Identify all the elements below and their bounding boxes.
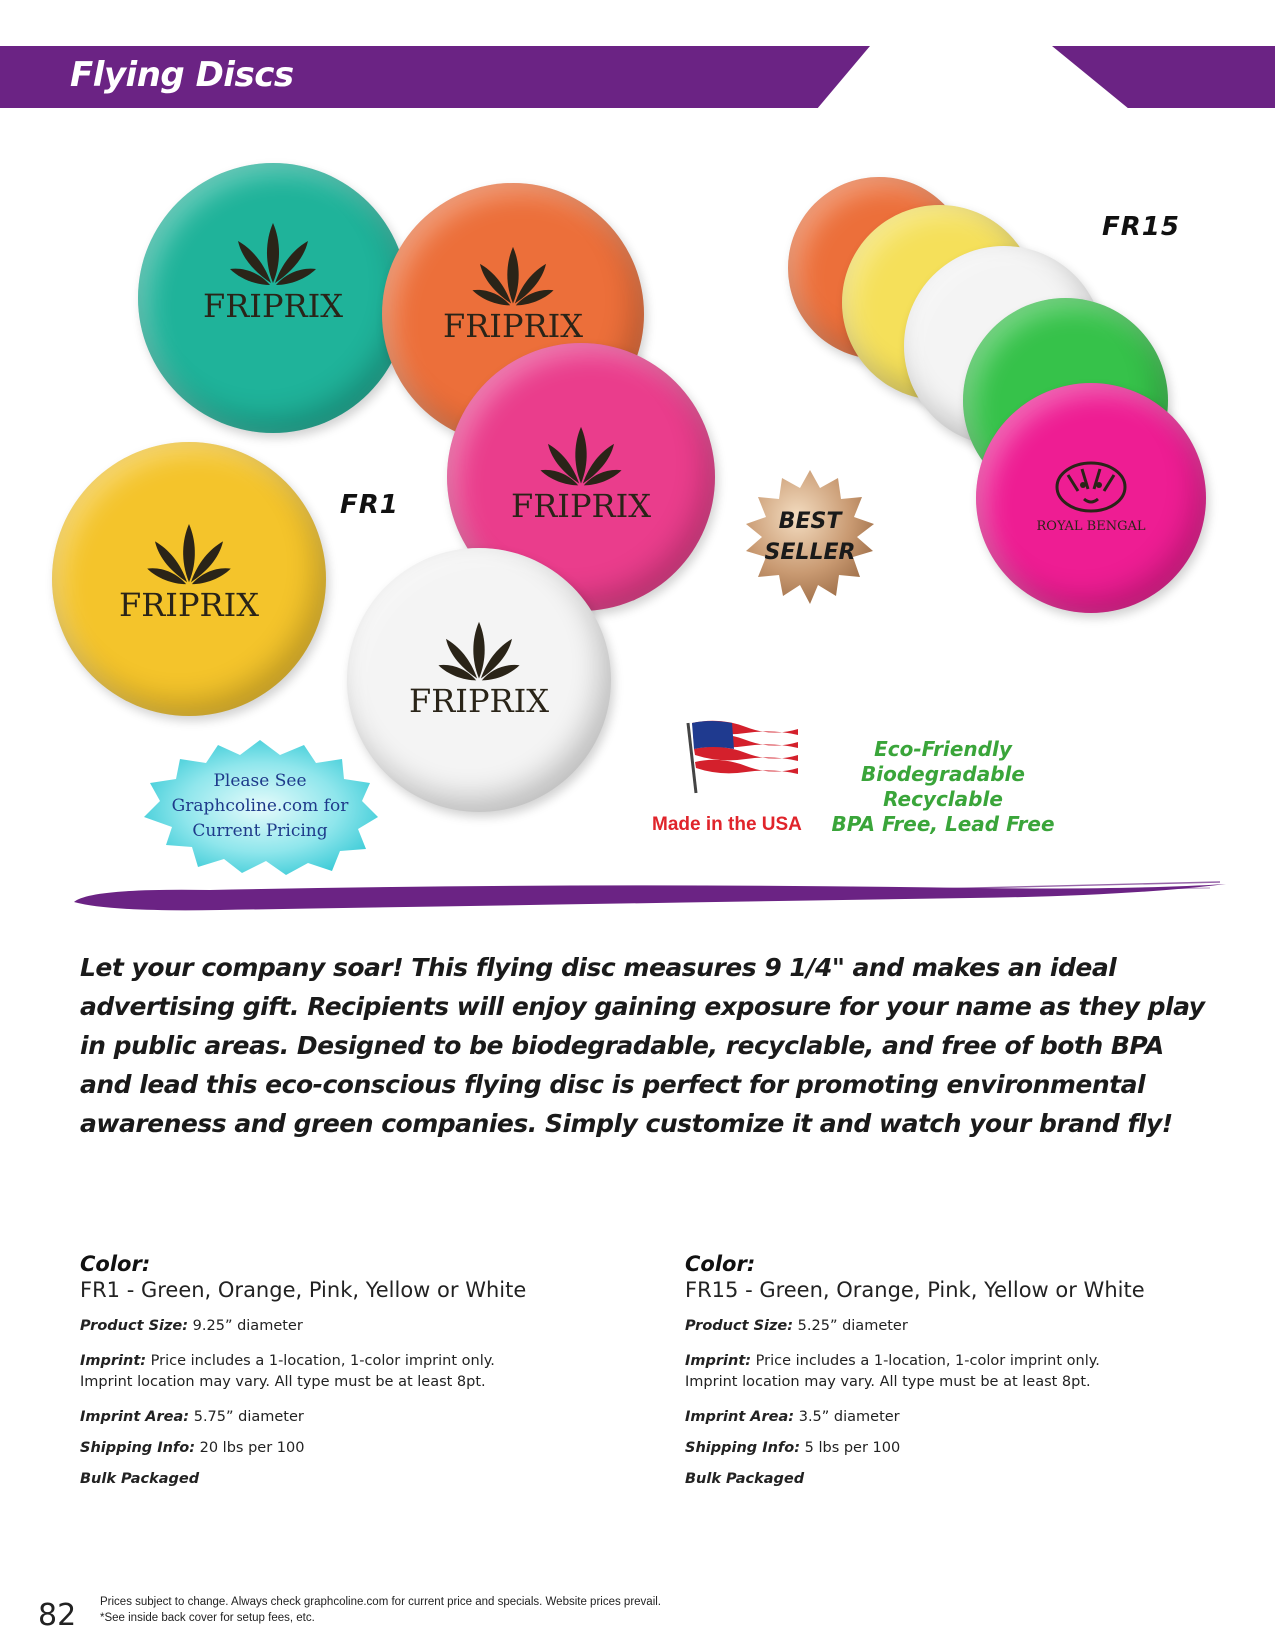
disc-yellow <box>52 442 326 716</box>
usa-flag <box>680 717 800 797</box>
imprint-area: Imprint Area: 3.5” diameter <box>685 1409 900 1425</box>
pricing-badge <box>140 737 380 877</box>
friprix-logo <box>447 425 715 525</box>
eco-line: Recyclable <box>883 787 1003 811</box>
disc-white <box>347 548 611 812</box>
pricing-line: Graphcoline.com for <box>171 796 349 816</box>
friprix-logo <box>52 522 326 624</box>
imprint-info: Imprint: Price includes a 1-location, 1-color imprint only. Imprint location may vary. All type must be at least 8pt. <box>80 1353 495 1390</box>
friprix-logo <box>347 620 611 720</box>
disc-green <box>138 163 408 433</box>
royal-bengal-logo <box>976 455 1206 534</box>
color-list: FR15 - Green, Orange, Pink, Yellow or White <box>685 1278 1145 1302</box>
best-seller-badge <box>740 466 880 606</box>
made-in-usa: Made in the USA <box>652 814 802 835</box>
lotus-icon <box>228 221 318 291</box>
pricing-line: Current Pricing <box>192 821 328 841</box>
lotus-icon <box>538 425 624 491</box>
friprix-logo <box>382 245 644 345</box>
lotus-icon <box>436 620 522 686</box>
spec-fr15 <box>685 1252 1245 1490</box>
eco-line: Biodegradable <box>861 762 1025 786</box>
disc-fr15-pink <box>976 383 1206 613</box>
divider-stroke <box>70 880 1230 916</box>
fr15-label: FR15 <box>1102 212 1180 242</box>
imprint-area: Imprint Area: 5.75” diameter <box>80 1409 304 1425</box>
logo-text: ROYAL BENGAL <box>1036 519 1146 534</box>
eco-line: Eco-Friendly <box>874 737 1012 761</box>
color-heading: Color: <box>685 1252 756 1276</box>
fr1-label: FR1 <box>340 490 399 520</box>
shipping-info: Shipping Info: 20 lbs per 100 <box>80 1440 305 1456</box>
page-number: 82 <box>38 1598 77 1633</box>
lotus-icon <box>470 245 556 311</box>
lotus-icon <box>145 522 233 590</box>
color-heading: Color: <box>80 1252 151 1276</box>
eco-features <box>818 737 1068 837</box>
logo-text: FRIPRIX <box>119 586 259 624</box>
footer-note: *See inside back cover for setup fees, etc. <box>100 1612 315 1624</box>
logo-text: FRIPRIX <box>511 487 651 525</box>
product-size: Product Size: 5.25” diameter <box>685 1318 908 1334</box>
best-seller-line: BEST <box>778 509 842 534</box>
logo-text: FRIPRIX <box>203 287 343 325</box>
spec-fr1 <box>80 1252 640 1490</box>
shipping-info: Shipping Info: 5 lbs per 100 <box>685 1440 901 1456</box>
header-banner-accent <box>1052 46 1275 108</box>
product-size: Product Size: 9.25” diameter <box>80 1318 303 1334</box>
color-list: FR1 - Green, Orange, Pink, Yellow or White <box>80 1278 527 1302</box>
tiger-icon <box>1048 455 1134 515</box>
bulk-packaged: Bulk Packaged <box>685 1471 805 1487</box>
bulk-packaged: Bulk Packaged <box>80 1471 200 1487</box>
pricing-line: Please See <box>213 771 307 791</box>
best-seller-line: SELLER <box>764 540 856 565</box>
friprix-logo <box>138 221 408 325</box>
american-flag-icon <box>680 717 800 797</box>
imprint-info: Imprint: Price includes a 1-location, 1-color imprint only. Imprint location may vary. All type must be at least 8pt. <box>685 1353 1100 1390</box>
footer-note: Prices subject to change. Always check graphcoline.com for current price and specials. Website prices prevail. <box>100 1596 661 1608</box>
eco-line: BPA Free, Lead Free <box>831 812 1055 836</box>
logo-text: FRIPRIX <box>409 682 549 720</box>
logo-text: FRIPRIX <box>443 307 583 345</box>
page-title: Flying Discs <box>70 55 294 95</box>
product-description: Let your company soar! This flying disc measures 9 1/4" and makes an ideal advertising gift. Recipients will enjoy gaining exposure for your name as they play in public areas. Designed to be biodegradable, recyclable, and free of both BPA and lead this eco-conscious flying disc is perfect for promoting environmental awareness and green companies. Simply customize it and watch your brand fly! <box>80 953 1205 1138</box>
